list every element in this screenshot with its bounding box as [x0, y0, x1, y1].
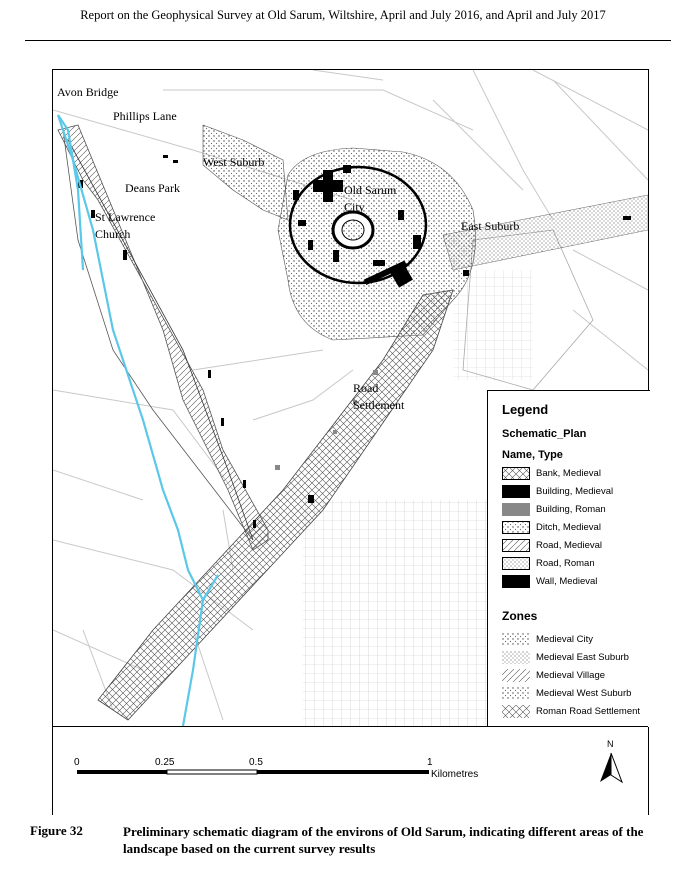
legend-item-building-roman: Building, Roman [502, 502, 606, 516]
legend-zone-roman: Roman Road Settlement [502, 704, 640, 718]
west-suburb-zone [203, 125, 288, 220]
swatch-dots-icon [502, 687, 530, 700]
north-arrow-icon [600, 753, 611, 782]
label-settlement: Settlement [353, 398, 405, 412]
legend-zone-city: Medieval City [502, 632, 593, 646]
scale-tick-025: 0.25 [155, 757, 175, 768]
label-deans-park: Deans Park [125, 181, 180, 195]
legend-title: Legend [502, 402, 549, 417]
map-frame [52, 69, 649, 815]
figure-number: Figure 32 [30, 823, 83, 838]
swatch-fine-dots-icon [502, 557, 530, 570]
label-city: City [344, 200, 365, 214]
legend-item-ditch: Ditch, Medieval [502, 520, 601, 534]
scale-unit: Kilometres [431, 769, 479, 780]
label-east-suburb: East Suburb [461, 219, 520, 233]
swatch-grey-icon [502, 503, 530, 516]
legend-zone-village: Medieval Village [502, 668, 605, 682]
legend-item-bank: Bank, Medieval [502, 466, 601, 480]
north-label: N [607, 739, 614, 749]
label-avon-bridge: Avon Bridge [57, 85, 119, 99]
swatch-diagonal-icon [502, 539, 530, 552]
legend-item-wall: Wall, Medieval [502, 574, 597, 588]
label-church: Church [95, 227, 131, 241]
legend-item-building-medieval: Building, Medieval [502, 484, 613, 498]
label-st-lawrence: St Lawrence [95, 210, 156, 224]
label-west-suburb: West Suburb [203, 155, 265, 169]
swatch-crosshatch-icon [502, 467, 530, 480]
legend-name-type: Name, Type [502, 449, 563, 461]
swatch-diagonal-icon [502, 669, 530, 682]
map-legend [487, 390, 650, 727]
scale-tick-05: 0.5 [249, 757, 263, 768]
figure-caption: Preliminary schematic diagram of the environs of Old Sarum, indicating different areas of the landscape based on the current survey results [123, 824, 644, 856]
legend-item-road-roman: Road, Roman [502, 556, 595, 570]
legend-item-road-medieval: Road, Medieval [502, 538, 602, 552]
header-rule [25, 40, 671, 41]
swatch-crosshatch-icon [502, 705, 530, 718]
swatch-black-icon [502, 575, 530, 588]
legend-zone-west: Medieval West Suburb [502, 686, 631, 700]
label-road: Road [353, 381, 379, 395]
swatch-dots-icon [502, 633, 530, 646]
report-header: Report on the Geophysical Survey at Old Sarum, Wiltshire, April and July 2016, and April and July 2017 [80, 8, 606, 22]
legend-zones-title: Zones [502, 609, 538, 623]
scale-tick-0: 0 [74, 757, 80, 768]
swatch-fine-dots-icon [502, 651, 530, 664]
scale-bar [53, 727, 648, 813]
scale-tick-1: 1 [427, 757, 433, 768]
label-phillips-lane: Phillips Lane [113, 109, 177, 123]
legend-zone-east: Medieval East Suburb [502, 650, 629, 664]
scale-panel [53, 726, 648, 815]
label-old-sarum: Old Sarum [344, 183, 397, 197]
swatch-black-icon [502, 485, 530, 498]
legend-schematic-title: Schematic_Plan [502, 428, 587, 440]
swatch-dots-icon [502, 521, 530, 534]
